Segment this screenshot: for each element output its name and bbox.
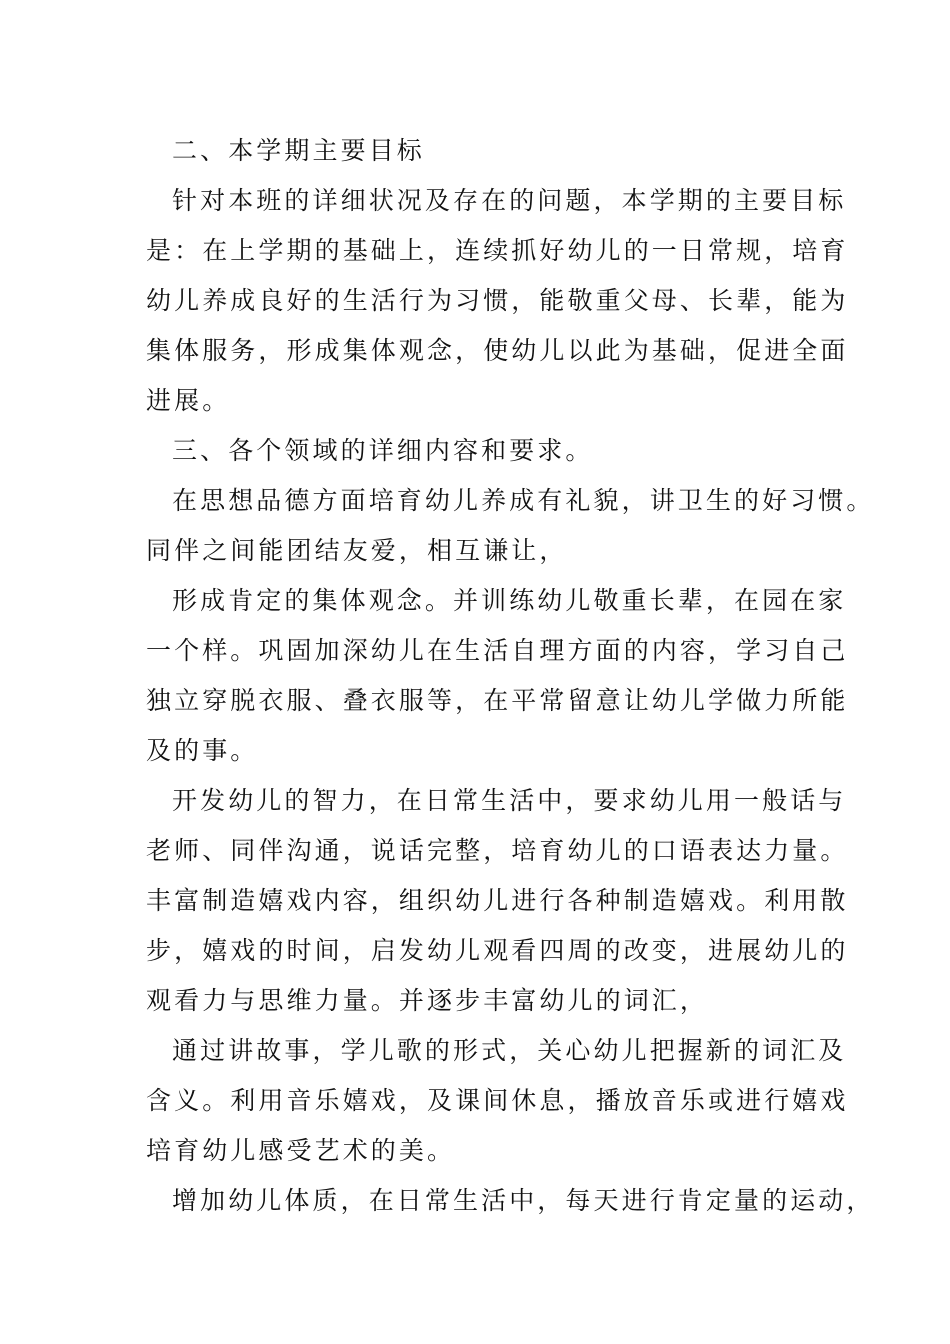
paragraph-line: 集体服务，形成集体观念，使幼儿以此为基础，促进全面 [146,336,849,365]
paragraph-line: 观看力与思维力量。并逐步丰富幼儿的词汇， [146,986,709,1015]
paragraph-line: 老师、同伴沟通，说话完整，培育幼儿的口语表达力量。 [146,836,849,865]
paragraph-line: 是：在上学期的基础上，连续抓好幼儿的一日常规，培育 [146,236,849,265]
paragraph-line: 步，嬉戏的时间，启发幼儿观看四周的改变，进展幼儿的 [146,936,849,965]
paragraph-line: 一个样。巩固加深幼儿在生活自理方面的内容，学习自己 [146,636,849,665]
paragraph-line: 丰富制造嬉戏内容，组织幼儿进行各种制造嬉戏。利用散 [146,886,849,915]
paragraph-line: 形成肯定的集体观念。并训练幼儿敬重长辈，在园在家 [172,586,847,615]
paragraph-line: 培育幼儿感受艺术的美。 [146,1136,456,1165]
paragraph-line: 针对本班的详细状况及存在的问题，本学期的主要目标 [172,186,847,215]
paragraph-line: 通过讲故事，学儿歌的形式，关心幼儿把握新的词汇及 [172,1036,847,1065]
section-heading-domains: 三、各个领域的详细内容和要求。 [172,436,594,465]
paragraph-line: 幼儿养成良好的生活行为习惯，能敬重父母、长辈，能为 [146,286,849,315]
section-heading-goals: 二、本学期主要目标 [172,136,425,165]
paragraph-line: 在思想品德方面培育幼儿养成有礼貌，讲卫生的好习惯。 [172,486,875,515]
paragraph-line: 进展。 [146,386,231,415]
paragraph-line: 增加幼儿体质，在日常生活中，每天进行肯定量的运动， [172,1186,875,1215]
paragraph-line: 开发幼儿的智力，在日常生活中，要求幼儿用一般话与 [172,786,847,815]
paragraph-line: 独立穿脱衣服、叠衣服等，在平常留意让幼儿学做力所能 [146,686,849,715]
paragraph-line: 同伴之间能团结友爱，相互谦让， [146,536,568,565]
paragraph-line: 及的事。 [146,736,259,765]
paragraph-line: 含义。利用音乐嬉戏，及课间休息，播放音乐或进行嬉戏 [146,1086,849,1115]
